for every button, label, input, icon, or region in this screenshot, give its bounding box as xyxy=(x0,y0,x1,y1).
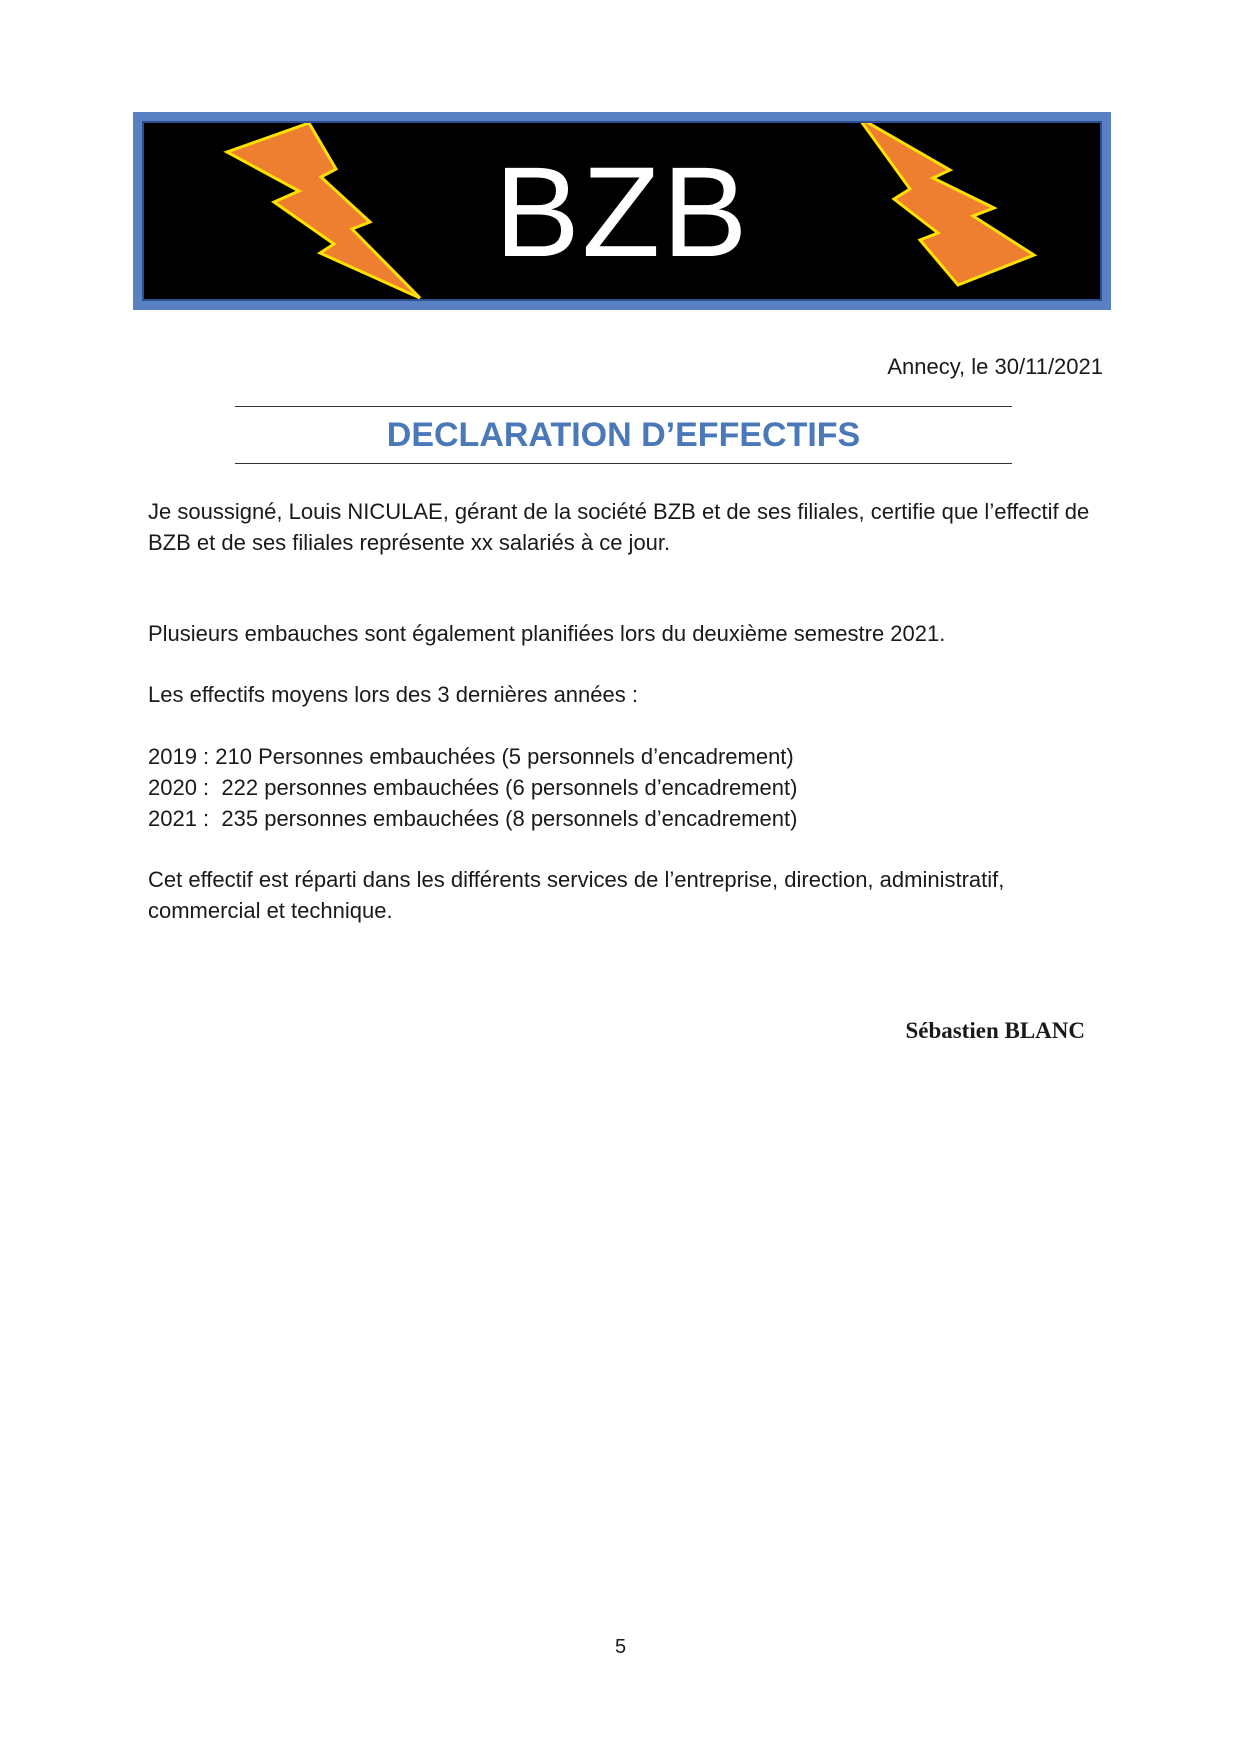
averages-list-item: 2020 : 222 personnes embauchées (6 personnels d’encadrement) xyxy=(148,775,798,800)
banner-background xyxy=(142,121,1102,301)
title-bottom-rule xyxy=(235,463,1012,464)
averages-list xyxy=(148,741,1093,834)
intro-paragraph: Je soussigné, Louis NICULAE, gérant de la société BZB et de ses filiales, certifie que l’effectif de BZB et de ses filiales représente xx salariés à ce jour. xyxy=(148,499,1090,555)
distribution-paragraph: Cet effectif est réparti dans les différents services de l’entreprise, direction, administratif, commercial et technique. xyxy=(148,867,1005,923)
company-banner xyxy=(133,112,1111,310)
hiring-paragraph: Plusieurs embauches sont également planifiées lors du deuxième semestre 2021. xyxy=(148,621,946,646)
company-logo-text: BZB xyxy=(494,141,750,284)
averages-list-item: 2021 : 235 personnes embauchées (8 personnels d’encadrement) xyxy=(148,806,798,831)
signature-name: Sébastien BLANC xyxy=(905,1018,1085,1043)
averages-list-item: 2019 : 210 Personnes embauchées (5 personnels d’encadrement) xyxy=(148,744,794,769)
title-top-rule xyxy=(235,406,1012,407)
page-number: 5 xyxy=(614,1636,627,1658)
averages-intro: Les effectifs moyens lors des 3 dernières années : xyxy=(148,682,638,707)
date-place-line: Annecy, le 30/11/2021 xyxy=(887,354,1103,379)
document-title: DECLARATION D’EFFECTIFS xyxy=(386,416,861,454)
